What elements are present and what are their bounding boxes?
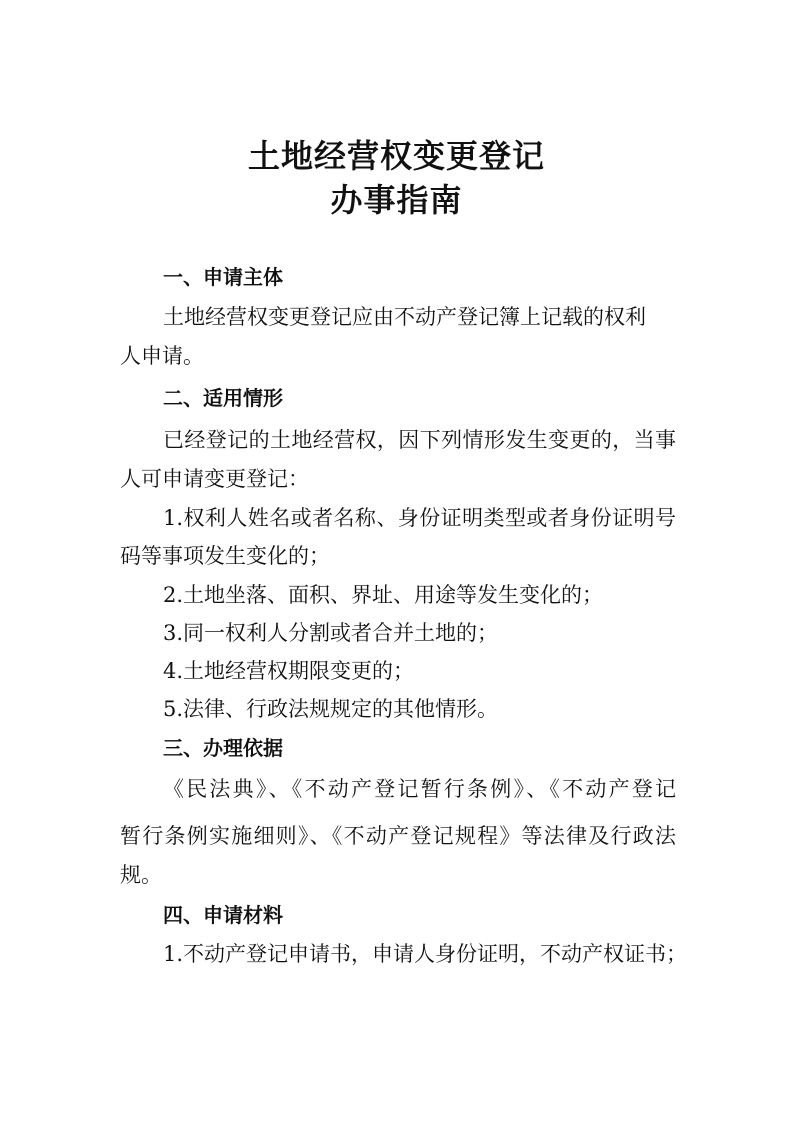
paragraph-line: 土地经营权变更登记应由不动产登记簿上记载的权利 [163,305,646,329]
list-item-5: 5.法律、行政法规规定的其他情形。 [163,697,499,721]
document-subtitle: 办事指南 [330,181,463,219]
list-item-1-continued: 码等事项发生变化的； [120,544,330,568]
section-heading-applicant: 一、申请主体 [163,265,283,289]
list-item-1: 1.权利人姓名或者名称、身份证明类型或者身份证明号 [163,506,676,530]
paragraph-line: 人申请。 [120,344,204,368]
list-item-2: 2.土地坐落、面积、界址、用途等发生变化的； [163,583,604,607]
section-heading-applicable-cases: 二、适用情形 [163,386,283,410]
document-title: 土地经营权变更登记 [247,137,545,175]
paragraph-line: 已经登记的土地经营权，因下列情形发生变更的，当事 [163,428,676,452]
section-heading-materials: 四、申请材料 [163,903,283,927]
paragraph-line: 人可申请变更登记： [120,467,309,491]
paragraph-line: 暂行条例实施细则》、《不动产登记规程》等法律及行政法 [120,824,676,848]
list-item-4: 4.土地经营权期限变更的； [163,659,415,683]
paragraph-line: 《民法典》、《不动产登记暂行条例》、《不动产登记 [163,777,676,801]
paragraph-line: 规。 [120,863,162,887]
section-heading-legal-basis: 三、办理依据 [163,736,283,760]
list-item-3: 3.同一权利人分割或者合并土地的； [163,621,499,645]
list-item-materials-1: 1.不动产登记申请书，申请人身份证明，不动产权证书； [163,942,688,966]
